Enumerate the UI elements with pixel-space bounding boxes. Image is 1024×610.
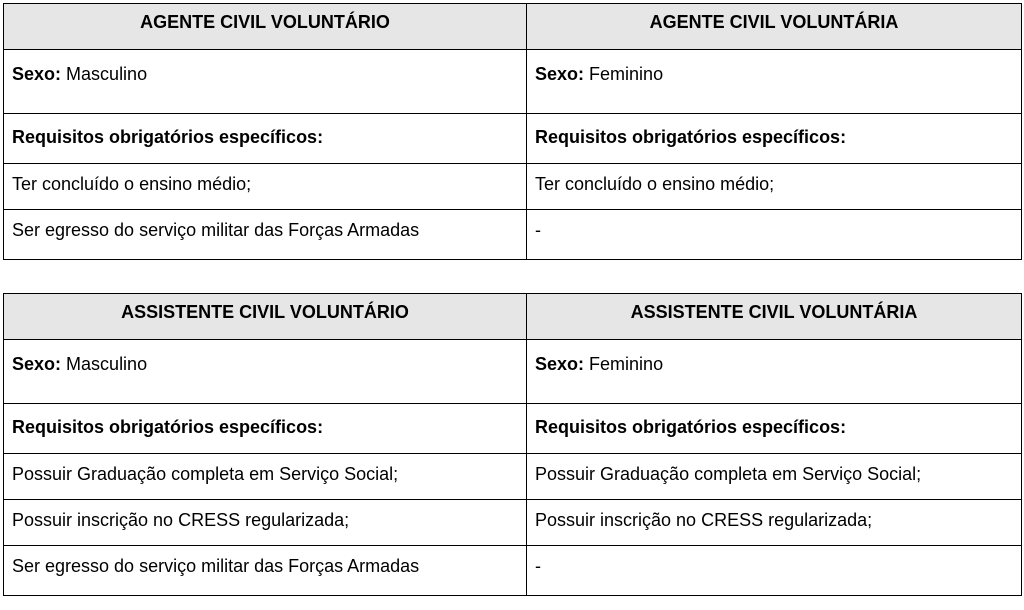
sexo-row bbox=[4, 50, 1022, 114]
table-header-row bbox=[4, 4, 1022, 50]
table-row bbox=[4, 454, 1022, 500]
requirement-cell-female: - bbox=[527, 546, 1022, 596]
table-row bbox=[4, 500, 1022, 546]
header-cell-female: ASSISTENTE CIVIL VOLUNTÁRIA bbox=[527, 294, 1022, 340]
sexo-value: Feminino bbox=[589, 354, 664, 374]
requisitos-label-male: Requisitos obrigatórios específicos: bbox=[4, 404, 527, 454]
table-row bbox=[4, 164, 1022, 210]
table-row bbox=[4, 546, 1022, 596]
sexo-value: Masculino bbox=[66, 64, 148, 84]
sexo-label: Sexo: bbox=[12, 64, 62, 84]
sexo-label: Sexo: bbox=[535, 354, 585, 374]
requirement-cell-male: Possuir Graduação completa em Serviço Social; bbox=[4, 454, 527, 500]
sexo-cell-female bbox=[527, 340, 1022, 404]
header-cell-male: AGENTE CIVIL VOLUNTÁRIO bbox=[4, 4, 527, 50]
requisitos-title-row bbox=[4, 404, 1022, 454]
requirement-cell-female: Ter concluído o ensino médio; bbox=[527, 164, 1022, 210]
header-cell-female: AGENTE CIVIL VOLUNTÁRIA bbox=[527, 4, 1022, 50]
sexo-value: Masculino bbox=[66, 354, 148, 374]
sexo-label: Sexo: bbox=[535, 64, 585, 84]
requisitos-label-female: Requisitos obrigatórios específicos: bbox=[527, 114, 1022, 164]
requirement-cell-male: Possuir inscrição no CRESS regularizada; bbox=[4, 500, 527, 546]
sexo-value: Feminino bbox=[589, 64, 664, 84]
header-cell-male: ASSISTENTE CIVIL VOLUNTÁRIO bbox=[4, 294, 527, 340]
requirement-cell-female: Possuir inscrição no CRESS regularizada; bbox=[527, 500, 1022, 546]
table-row bbox=[4, 210, 1022, 260]
sexo-cell-male bbox=[4, 50, 527, 114]
sexo-cell-male bbox=[4, 340, 527, 404]
sexo-label: Sexo: bbox=[12, 354, 62, 374]
agente-requirements-table bbox=[3, 3, 1022, 260]
assistente-requirements-table bbox=[3, 293, 1022, 596]
requisitos-label-female: Requisitos obrigatórios específicos: bbox=[527, 404, 1022, 454]
requisitos-label-male: Requisitos obrigatórios específicos: bbox=[4, 114, 527, 164]
requirement-cell-male: Ser egresso do serviço militar das Forças Armadas bbox=[4, 546, 527, 596]
requisitos-title-row bbox=[4, 114, 1022, 164]
requirement-cell-male: Ter concluído o ensino médio; bbox=[4, 164, 527, 210]
sexo-cell-female bbox=[527, 50, 1022, 114]
requirement-cell-female: Possuir Graduação completa em Serviço Social; bbox=[527, 454, 1022, 500]
table-header-row bbox=[4, 294, 1022, 340]
requirement-cell-male: Ser egresso do serviço militar das Forças Armadas bbox=[4, 210, 527, 260]
sexo-row bbox=[4, 340, 1022, 404]
requirement-cell-female: - bbox=[527, 210, 1022, 260]
